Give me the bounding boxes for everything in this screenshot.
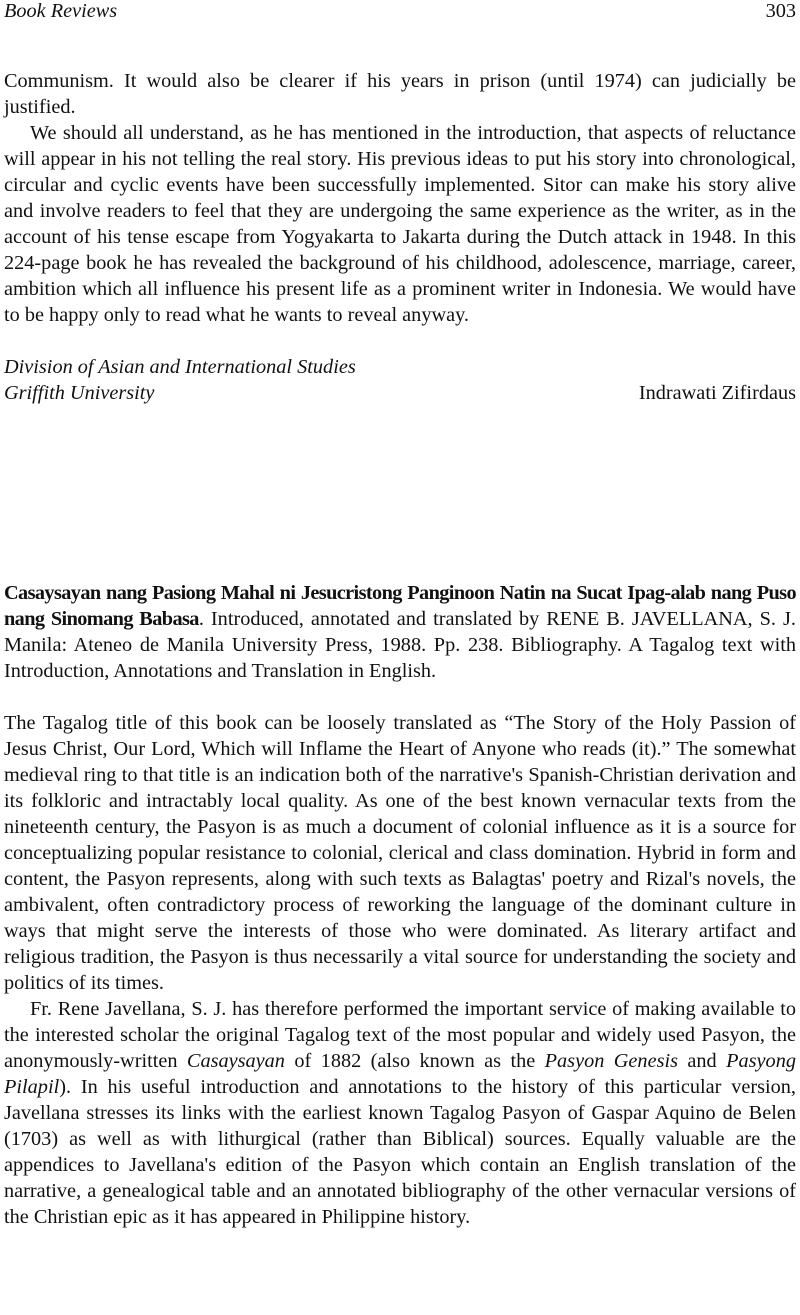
review-1-paragraph-2: We should all understand, as he has mentioned in the introduction, that aspects of reluctance will appear in his not telling the real story. His previous ideas to put his story into chronological, circular and cyclic events have been successfully implemented. Sitor can make his story alive and involve readers to feel that they are undergoing the same experience as the writer, as in the account of his tense escape from Yogyakarta to Jakarta during the Dutch attack in 1948. In this 224-page book he has revealed the background of his childhood, adolescence, marriage, career, ambition which all influence his present life as a prominent writer in Indonesia. We would have to be happy only to read what he wants to reveal anyway. [4,122,796,326]
review-2-paragraph-2 [4,996,796,1230]
review-2-citation [4,580,796,684]
review-1-signature [4,354,796,406]
text-run: of 1882 (also known as the [284,1050,545,1072]
page-number: 303 [765,0,796,22]
affiliation-line-1: Division of Asian and International Studies [4,356,356,378]
review-1-paragraph-1: Communism. It would also be clearer if his years in prison (until 1974) can judicially be justified. [4,70,796,118]
italic-title: Pasyon Genesis [544,1050,678,1072]
affiliation-line-2: Griffith University [4,382,155,404]
review-2-paragraph-1: The Tagalog title of this book can be loosely translated as “The Story of the Holy Passion of Jesus Christ, Our Lord, Which will Inflame the Heart of Anyone who reads (it).” The somewhat medieval ring to that title is an indication both of the narrative's Spanish-Christian derivation and its folkloric and intractably local quality. As one of the best known vernacular texts from the nineteenth century, the Pasyon is as much a document of colonial influence as it is a source for conceptualizing popular resistance to colonial, clerical and class domination. Hybrid in form and content, the Pasyon represents, along with such texts as Balagtas' poetry and Rizal's novels, the ambivalent, often contradictory process of reworking the language of the dominant culture in ways that might serve the interests of those who were dominated. As literary artifact and religious tradition, the Pasyon is thus necessarily a vital source for understanding the society and politics of its times. [4,712,796,994]
review-2-body [4,710,796,1230]
text-run: Fr. Rene Javellana, S. J. has therefore performed the important service of making available to the interested scholar the original Tagalog text of the most popular and widely used Pasyon, the anonymously-written [4,998,796,1072]
reviewer-name: Indrawati Zifirdaus [638,382,796,404]
book-title: Casaysayan nang Pasiong Mahal ni Jesucristong Panginoon Natin na Sucat Ipag-alab nang Puso nang Sinomang Babasa [4,582,796,630]
running-head [4,0,796,24]
section-title: Book Reviews [4,0,118,22]
italic-title: Pasyong Pilapil [4,1050,796,1098]
text-run: and [678,1050,727,1072]
review-1 [4,68,796,406]
book-details: . Introduced, annotated and translated by RENE B. JAVELLANA, S. J. Manila: Ateneo de Manila University Press, 1988. Pp. 238. Bibliography. A Tagalog text with Introduction, Annotations and Translation in English. [4,608,796,682]
italic-title: Casaysayan [186,1050,285,1072]
text-run: ). In his useful introduction and annotations to the history of this particular version, Javellana stresses its links with the earliest known Tagalog Pasyon of Gaspar Aquino de Belen (1703) as well as with lithurgical (rather than Biblical) sources. Equally valuable are the appendices to Javellana's edition of the Pasyon which contain an English translation of the narrative, a genealogical table and an annotated bibliography of the other vernacular versions of the Christian epic as it has appeared in Philippine history. [4,1076,796,1228]
